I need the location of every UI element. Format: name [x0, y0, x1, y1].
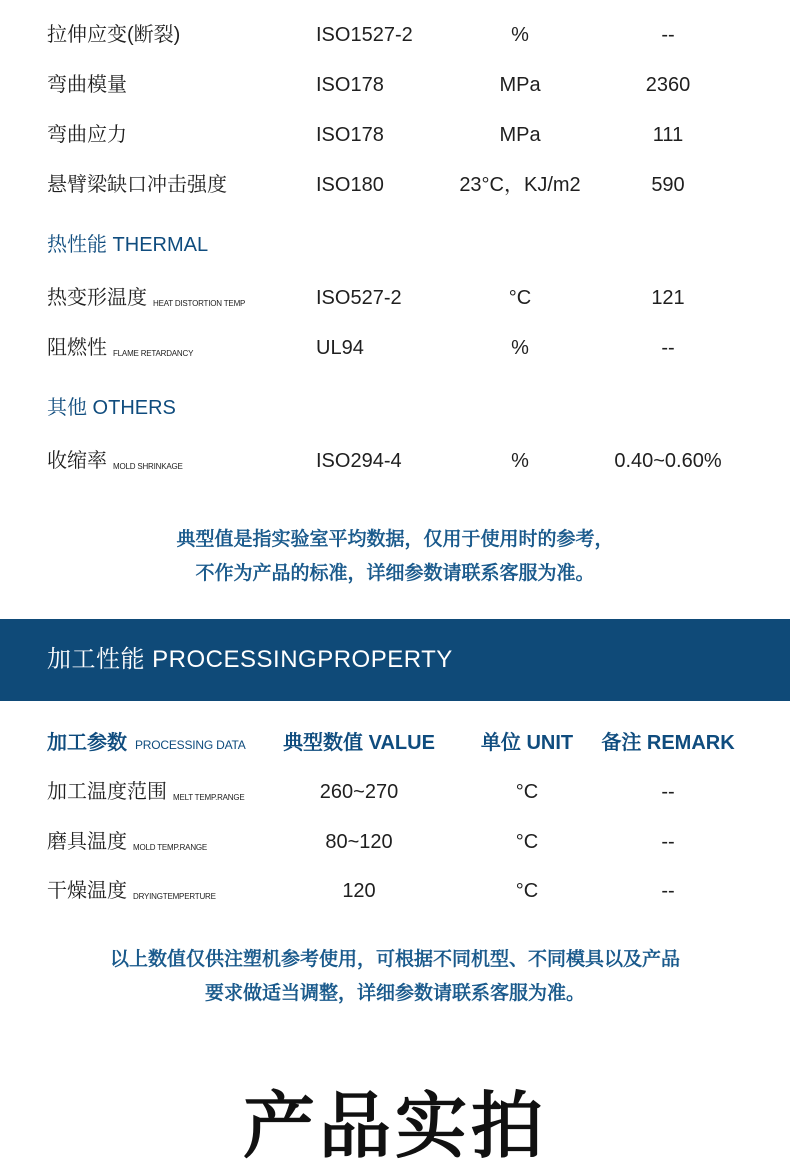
property-subtitle: HEAT DISTORTION TEMP	[153, 299, 246, 308]
header-unit: 单位 UNIT	[480, 732, 574, 754]
param-remark: --	[661, 781, 675, 803]
table-row	[0, 170, 790, 200]
property-name: 弯曲模量	[47, 74, 127, 96]
product-photos-title: 产品实拍	[242, 1087, 547, 1167]
unit: %	[511, 450, 529, 472]
table-row	[0, 777, 790, 807]
unit: MPa	[499, 74, 541, 96]
param-remark: --	[661, 831, 675, 853]
value: 590	[651, 174, 685, 196]
value: --	[661, 24, 675, 46]
table-row	[0, 70, 790, 100]
section-title-others: 其他 OTHERS	[47, 397, 176, 419]
param-remark: --	[661, 880, 675, 902]
processing-banner	[0, 619, 790, 701]
table-row	[0, 20, 790, 50]
param-unit: °C	[515, 781, 539, 803]
table-row	[0, 446, 790, 476]
property-name-cell	[47, 333, 193, 369]
test-method: ISO178	[316, 124, 384, 146]
property-name: 拉伸应变(断裂)	[47, 24, 181, 46]
unit: %	[511, 337, 529, 359]
property-name: 弯曲应力	[47, 124, 127, 146]
param-value: 80~120	[325, 831, 393, 853]
disclaimer-line: 不作为产品的标准，详细参数请联系客服为准。	[195, 563, 595, 584]
param-name-cell	[47, 827, 207, 863]
value: 121	[651, 287, 685, 309]
header-param: 加工参数	[47, 732, 127, 754]
property-name: 收缩率	[47, 450, 107, 472]
param-subtitle: MELT TEMP.RANGE	[173, 793, 245, 802]
table-row	[0, 120, 790, 150]
header-value: 典型数值 VALUE	[283, 732, 435, 754]
table-row	[0, 876, 790, 906]
param-subtitle: MOLD TEMP.RANGE	[133, 843, 208, 852]
test-method: ISO294-4	[316, 450, 402, 472]
processing-note-line: 以上数值仅供注塑机参考使用，可根据不同机型、不同模具以及产品	[109, 949, 680, 970]
header-remark: 备注 REMARK	[601, 732, 735, 754]
property-name: 热变形温度	[47, 287, 147, 309]
param-name-cell	[47, 876, 216, 912]
banner-title: 加工性能 PROCESSINGPROPERTY	[47, 646, 453, 673]
value: 0.40~0.60%	[614, 450, 722, 472]
param-subtitle: DRYINGTEMPERTURE	[133, 892, 216, 901]
value: 2360	[645, 74, 691, 96]
header-param-subtitle: PROCESSING DATA	[135, 738, 246, 752]
test-method: ISO178	[316, 74, 384, 96]
test-method: ISO1527-2	[316, 24, 413, 46]
param-unit: °C	[515, 831, 539, 853]
value: 111	[652, 124, 684, 146]
header-param-cell	[47, 728, 246, 760]
param-name: 磨具温度	[47, 831, 127, 853]
disclaimer-line: 典型值是指实验室平均数据，仅用于使用时的参考，	[176, 529, 614, 550]
property-name: 阻燃性	[47, 337, 107, 359]
param-name-cell	[47, 777, 245, 813]
property-name-cell	[47, 446, 183, 482]
table-row	[0, 283, 790, 313]
processing-table-header	[0, 728, 790, 758]
unit: 23°C，KJ/m2	[459, 174, 581, 196]
param-value: 120	[342, 880, 376, 902]
property-name-cell	[47, 283, 245, 319]
unit: °C	[508, 287, 532, 309]
test-method: UL94	[316, 337, 364, 359]
table-row	[0, 827, 790, 857]
property-subtitle: MOLD SHRINKAGE	[113, 462, 183, 471]
processing-note-line: 要求做适当调整，详细参数请联系客服为准。	[204, 983, 585, 1004]
param-name: 干燥温度	[47, 880, 127, 902]
section-title-thermal: 热性能 THERMAL	[47, 234, 209, 256]
test-method: ISO527-2	[316, 287, 402, 309]
property-name: 悬臂梁缺口冲击强度	[47, 174, 227, 196]
table-row	[0, 333, 790, 363]
param-value: 260~270	[319, 781, 399, 803]
unit: MPa	[499, 124, 541, 146]
param-name: 加工温度范围	[47, 781, 167, 803]
unit: %	[511, 24, 529, 46]
property-subtitle: FLAME RETARDANCY	[113, 349, 194, 358]
param-unit: °C	[515, 880, 539, 902]
test-method: ISO180	[316, 174, 384, 196]
value: --	[661, 337, 675, 359]
